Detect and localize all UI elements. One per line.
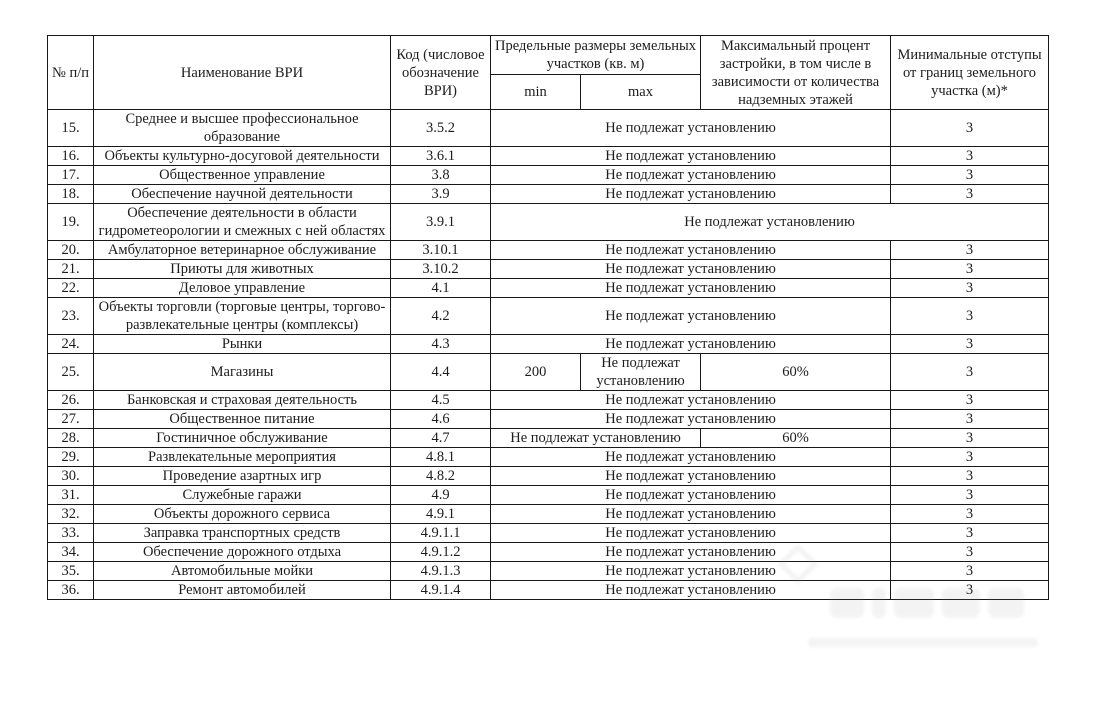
value-cell: Не подлежат установлению: [491, 429, 701, 448]
table-row: [48, 543, 1049, 562]
value-cell: Не подлежат установлению: [491, 260, 891, 279]
value-cell: Не подлежат установлению: [491, 335, 891, 354]
value-cell: 3: [891, 581, 1049, 600]
header-col-code: Код (числовое обозначение ВРИ): [391, 36, 491, 110]
table-row: [48, 204, 1049, 241]
table-row: [48, 467, 1049, 486]
vri-code-cell: 4.9.1.4: [391, 581, 491, 600]
vri-code-cell: 4.9: [391, 486, 491, 505]
table-row: [48, 147, 1049, 166]
value-cell: 60%: [701, 429, 891, 448]
vri-code-cell: 3.9.1: [391, 204, 491, 241]
vri-name-cell: Развлекательные мероприятия: [94, 448, 391, 467]
vri-name-cell: Рынки: [94, 335, 391, 354]
vri-name-cell: Обеспечение деятельности в области гидрометеорологии и смежных с ней областях: [94, 204, 391, 241]
value-cell: Не подлежат установлению: [491, 241, 891, 260]
value-cell: Не подлежат установлению: [491, 505, 891, 524]
value-cell: 200: [491, 354, 581, 391]
vri-name-cell: Гостиничное обслуживание: [94, 429, 391, 448]
table-row: [48, 429, 1049, 448]
value-cell: 3: [891, 448, 1049, 467]
value-cell: Не подлежат установлению: [491, 204, 1049, 241]
row-number-cell: 33.: [48, 524, 94, 543]
table-row: [48, 279, 1049, 298]
table-row: [48, 410, 1049, 429]
vri-name-cell: Заправка транспортных средств: [94, 524, 391, 543]
table-row: [48, 110, 1049, 147]
vri-code-cell: 4.6: [391, 410, 491, 429]
value-cell: 3: [891, 562, 1049, 581]
table-row: [48, 241, 1049, 260]
vri-regulations-table: [47, 35, 1049, 600]
vri-name-cell: Приюты для животных: [94, 260, 391, 279]
value-cell: 3: [891, 429, 1049, 448]
value-cell: 3: [891, 505, 1049, 524]
vri-code-cell: 4.8.1: [391, 448, 491, 467]
value-cell: Не подлежат установлению: [491, 410, 891, 429]
vri-name-cell: Общественное питание: [94, 410, 391, 429]
value-cell: Не подлежат установлению: [491, 298, 891, 335]
row-number-cell: 27.: [48, 410, 94, 429]
row-number-cell: 24.: [48, 335, 94, 354]
vri-code-cell: 3.5.2: [391, 110, 491, 147]
table-row: [48, 524, 1049, 543]
row-number-cell: 20.: [48, 241, 94, 260]
value-cell: Не подлежат установлению: [491, 543, 891, 562]
vri-code-cell: 3.6.1: [391, 147, 491, 166]
vri-code-cell: 4.5: [391, 391, 491, 410]
vri-code-cell: 4.9.1.1: [391, 524, 491, 543]
row-number-cell: 18.: [48, 185, 94, 204]
vri-code-cell: 4.7: [391, 429, 491, 448]
row-number-cell: 34.: [48, 543, 94, 562]
vri-name-cell: Объекты культурно-досуговой деятельности: [94, 147, 391, 166]
header-col-min: min: [491, 75, 581, 110]
table-row: [48, 166, 1049, 185]
vri-name-cell: Объекты дорожного сервиса: [94, 505, 391, 524]
vri-name-cell: Обеспечение дорожного отдыха: [94, 543, 391, 562]
vri-code-cell: 4.1: [391, 279, 491, 298]
row-number-cell: 23.: [48, 298, 94, 335]
vri-name-cell: Среднее и высшее профессиональное образование: [94, 110, 391, 147]
value-cell: 3: [891, 110, 1049, 147]
header-col-max: max: [581, 75, 701, 110]
vri-name-cell: Служебные гаражи: [94, 486, 391, 505]
value-cell: Не подлежат установлению: [491, 279, 891, 298]
vri-name-cell: Банковская и страховая деятельность: [94, 391, 391, 410]
vri-name-cell: Общественное управление: [94, 166, 391, 185]
vri-name-cell: Автомобильные мойки: [94, 562, 391, 581]
value-cell: Не подлежат установлению: [491, 467, 891, 486]
value-cell: 3: [891, 524, 1049, 543]
table-row: [48, 298, 1049, 335]
value-cell: 3: [891, 410, 1049, 429]
vri-code-cell: 4.8.2: [391, 467, 491, 486]
vri-name-cell: Магазины: [94, 354, 391, 391]
value-cell: Не подлежат установлению: [491, 391, 891, 410]
vri-code-cell: 4.3: [391, 335, 491, 354]
value-cell: 3: [891, 147, 1049, 166]
vri-code-cell: 4.9.1.3: [391, 562, 491, 581]
table-row: [48, 260, 1049, 279]
value-cell: Не подлежат установлению: [491, 581, 891, 600]
table-body: [48, 110, 1049, 600]
value-cell: Не подлежат установлению: [491, 147, 891, 166]
row-number-cell: 16.: [48, 147, 94, 166]
vri-name-cell: Обеспечение научной деятельности: [94, 185, 391, 204]
vri-code-cell: 4.2: [391, 298, 491, 335]
row-number-cell: 22.: [48, 279, 94, 298]
value-cell: 3: [891, 241, 1049, 260]
table-row: [48, 335, 1049, 354]
row-number-cell: 36.: [48, 581, 94, 600]
row-number-cell: 29.: [48, 448, 94, 467]
value-cell: Не подлежат установлению: [491, 562, 891, 581]
table-row: [48, 354, 1049, 391]
vri-code-cell: 3.10.1: [391, 241, 491, 260]
header-col-number: № п/п: [48, 36, 94, 110]
vri-name-cell: Проведение азартных игр: [94, 467, 391, 486]
value-cell: Не подлежат установлению: [491, 110, 891, 147]
table-row: [48, 391, 1049, 410]
value-cell: Не подлежат установлению: [491, 448, 891, 467]
value-cell: 3: [891, 279, 1049, 298]
row-number-cell: 19.: [48, 204, 94, 241]
value-cell: 3: [891, 543, 1049, 562]
vri-code-cell: 4.4: [391, 354, 491, 391]
row-number-cell: 15.: [48, 110, 94, 147]
table-header: [48, 36, 1049, 110]
header-col-name: Наименование ВРИ: [94, 36, 391, 110]
value-cell: Не подлежат установлению: [491, 185, 891, 204]
table-row: [48, 505, 1049, 524]
value-cell: Не подлежат установлению: [491, 486, 891, 505]
value-cell: 3: [891, 486, 1049, 505]
vri-name-cell: Ремонт автомобилей: [94, 581, 391, 600]
header-col-min-offset: Минимальные отступы от границ земельного участка (м)*: [891, 36, 1049, 110]
value-cell: 3: [891, 391, 1049, 410]
vri-name-cell: Объекты торговли (торговые центры, торгово-развлекательные центры (комплексы): [94, 298, 391, 335]
value-cell: Не подлежат установлению: [491, 524, 891, 543]
row-number-cell: 32.: [48, 505, 94, 524]
row-number-cell: 31.: [48, 486, 94, 505]
value-cell: 3: [891, 467, 1049, 486]
row-number-cell: 26.: [48, 391, 94, 410]
vri-name-cell: Деловое управление: [94, 279, 391, 298]
value-cell: Не подлежат установлению: [491, 166, 891, 185]
table-row: [48, 486, 1049, 505]
vri-name-cell: Амбулаторное ветеринарное обслуживание: [94, 241, 391, 260]
table-row: [48, 448, 1049, 467]
row-number-cell: 25.: [48, 354, 94, 391]
vri-code-cell: 4.9.1: [391, 505, 491, 524]
value-cell: Не подлежат установлению: [581, 354, 701, 391]
vri-code-cell: 3.10.2: [391, 260, 491, 279]
vri-code-cell: 3.9: [391, 185, 491, 204]
header-col-size-group: Предельные размеры земельных участков (кв. м): [491, 36, 701, 75]
table-row: [48, 562, 1049, 581]
row-number-cell: 21.: [48, 260, 94, 279]
table-row: [48, 581, 1049, 600]
value-cell: 3: [891, 260, 1049, 279]
table-row: [48, 185, 1049, 204]
row-number-cell: 35.: [48, 562, 94, 581]
value-cell: 3: [891, 166, 1049, 185]
vri-code-cell: 4.9.1.2: [391, 543, 491, 562]
value-cell: 3: [891, 185, 1049, 204]
row-number-cell: 17.: [48, 166, 94, 185]
row-number-cell: 28.: [48, 429, 94, 448]
header-row-top: [48, 36, 1049, 75]
value-cell: 3: [891, 298, 1049, 335]
value-cell: 3: [891, 335, 1049, 354]
vri-code-cell: 3.8: [391, 166, 491, 185]
header-col-max-percent: Максимальный процент застройки, в том числе в зависимости от количества надземных этажей: [701, 36, 891, 110]
value-cell: 60%: [701, 354, 891, 391]
value-cell: 3: [891, 354, 1049, 391]
row-number-cell: 30.: [48, 467, 94, 486]
